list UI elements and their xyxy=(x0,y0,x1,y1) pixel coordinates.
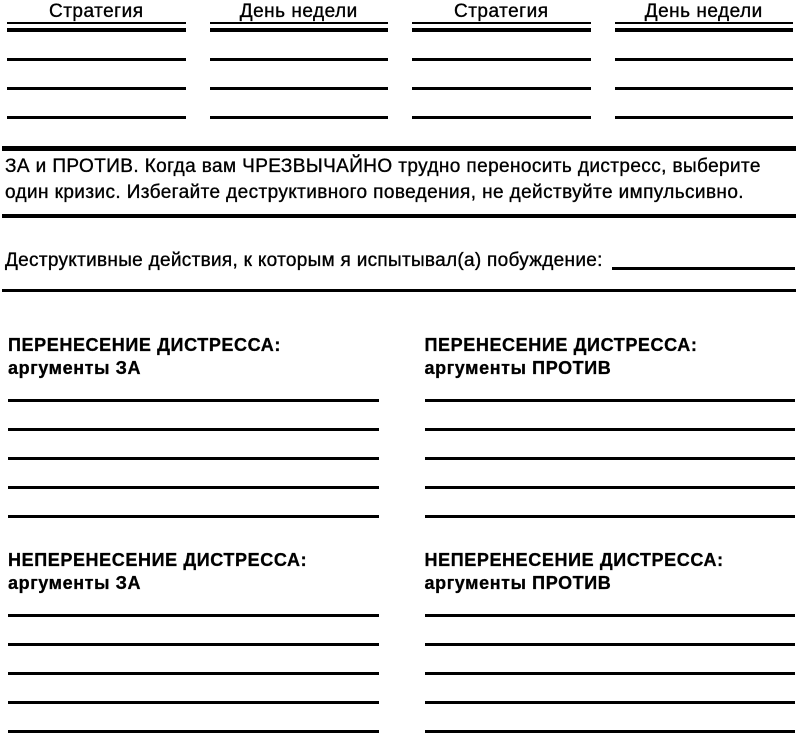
nontolerance-quadrant-row xyxy=(0,549,799,733)
blank-write-line xyxy=(425,672,796,675)
blank-write-line xyxy=(210,116,389,119)
quadrant-title: ПЕРЕНЕСЕНИЕ ДИСТРЕССА: xyxy=(424,335,698,355)
urge-continuation-line xyxy=(2,289,796,292)
blank-write-line xyxy=(425,701,796,704)
quadrant-tolerance-pros xyxy=(8,334,379,518)
blank-write-line xyxy=(8,428,379,431)
column-header-day: День недели xyxy=(615,2,794,24)
blank-write-line xyxy=(425,399,796,402)
blank-write-line xyxy=(425,486,796,489)
urge-inline-blank-line xyxy=(612,267,795,270)
quadrant-blank-lines xyxy=(425,399,796,518)
column-blank-lines xyxy=(615,58,794,119)
quadrant-title: НЕПЕРЕНЕСЕНИЕ ДИСТРЕССА: xyxy=(8,550,308,570)
column-header-day: День недели xyxy=(210,2,389,24)
blank-write-line xyxy=(425,643,796,646)
blank-write-line xyxy=(425,614,796,617)
blank-write-line xyxy=(425,428,796,431)
quadrant-blank-lines xyxy=(8,399,379,518)
strategy-log-table xyxy=(0,0,799,119)
day-column-1 xyxy=(210,2,389,119)
tolerance-quadrant-row xyxy=(0,334,799,518)
blank-write-line xyxy=(615,87,794,90)
blank-write-line xyxy=(8,614,379,617)
header-rule xyxy=(7,28,186,32)
column-blank-lines xyxy=(210,58,389,119)
blank-write-line xyxy=(425,457,796,460)
blank-write-line xyxy=(8,701,379,704)
column-blank-lines xyxy=(7,58,186,119)
header-rule xyxy=(412,28,591,32)
header-rule xyxy=(210,28,389,32)
blank-write-line xyxy=(615,58,794,61)
quadrant-title: ПЕРЕНЕСЕНИЕ ДИСТРЕССА: xyxy=(8,335,281,355)
quadrant-tolerance-cons xyxy=(425,334,796,518)
strategy-column-2 xyxy=(412,2,591,119)
blank-write-line xyxy=(412,58,591,61)
header-rule xyxy=(615,28,794,32)
quadrant-title: НЕПЕРЕНЕСЕНИЕ ДИСТРЕССА: xyxy=(424,550,724,570)
blank-write-line xyxy=(7,58,186,61)
quadrant-subtitle: аргументы ПРОТИВ xyxy=(424,358,612,378)
quadrant-nontolerance-pros xyxy=(8,549,379,733)
blank-write-line xyxy=(615,116,794,119)
blank-write-line xyxy=(8,515,379,518)
blank-write-line xyxy=(412,87,591,90)
blank-write-line xyxy=(210,58,389,61)
urge-prompt-row xyxy=(0,250,799,272)
blank-write-line xyxy=(425,730,796,733)
strategy-column-1 xyxy=(7,2,186,119)
quadrant-subtitle: аргументы ЗА xyxy=(8,358,142,378)
day-column-2 xyxy=(615,2,794,119)
column-header-strategy: Стратегия xyxy=(412,2,591,24)
blank-write-line xyxy=(7,87,186,90)
column-header-strategy: Стратегия xyxy=(7,2,186,24)
quadrant-subtitle: аргументы ЗА xyxy=(8,573,142,593)
quadrant-nontolerance-cons xyxy=(425,549,796,733)
blank-write-line xyxy=(210,87,389,90)
blank-write-line xyxy=(7,116,186,119)
blank-write-line xyxy=(8,399,379,402)
instructions-paragraph xyxy=(0,154,799,206)
blank-write-line xyxy=(8,486,379,489)
blank-write-line xyxy=(8,457,379,460)
quadrant-blank-lines xyxy=(425,614,796,733)
blank-write-line xyxy=(8,643,379,646)
urge-prompt-label: Деструктивные действия, к которым я испытывал(а) побуждение: xyxy=(5,250,603,271)
blank-write-line xyxy=(8,672,379,675)
blank-write-line xyxy=(8,730,379,733)
quadrant-subtitle: аргументы ПРОТИВ xyxy=(424,573,612,593)
separator-line-bottom xyxy=(2,214,796,218)
instructions-line-2: один кризис. Избегайте деструктивного поведения, не действуйте импульсивно. xyxy=(5,182,744,203)
blank-write-line xyxy=(412,116,591,119)
blank-write-line xyxy=(425,515,796,518)
separator-line-top xyxy=(2,146,796,151)
quadrant-blank-lines xyxy=(8,614,379,733)
instructions-line-1: ЗА и ПРОТИВ. Когда вам ЧРЕЗВЫЧАЙНО трудно переносить дистресс, выберите xyxy=(5,156,761,177)
column-blank-lines xyxy=(412,58,591,119)
